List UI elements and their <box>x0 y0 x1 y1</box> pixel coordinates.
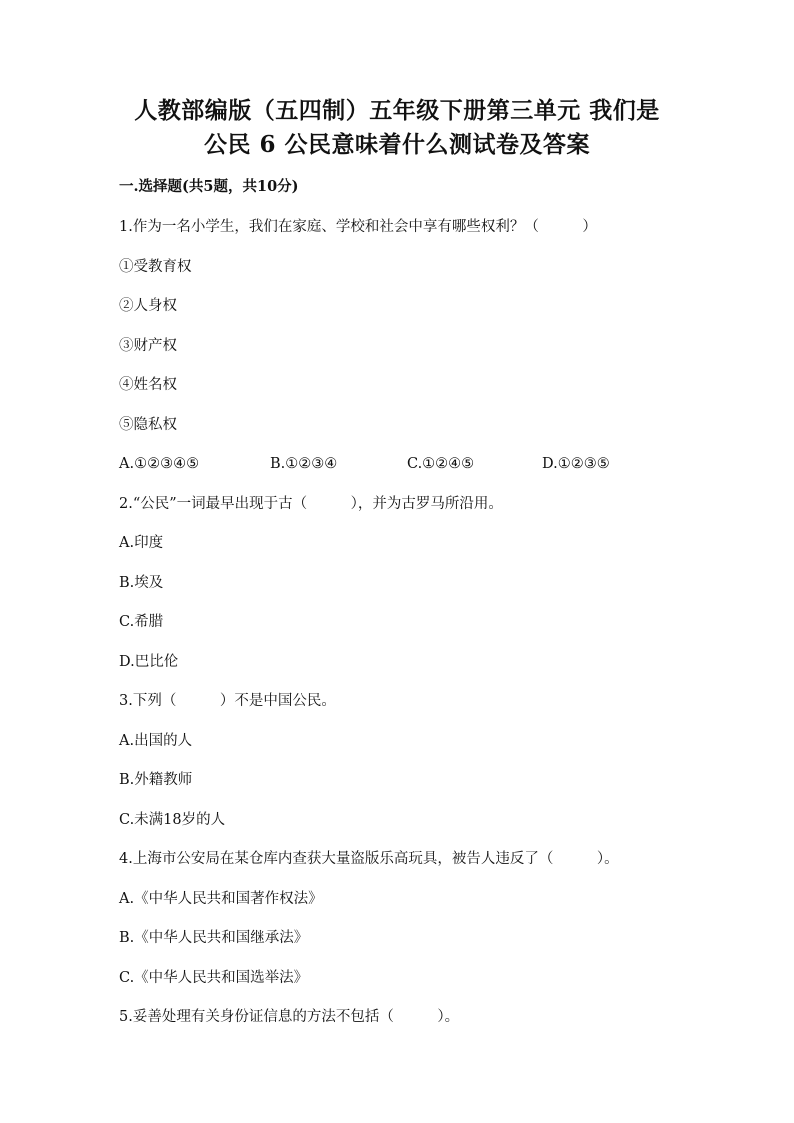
section-heading: 一.选择题(共5题，共10分) <box>119 178 299 195</box>
question-1-option-b[interactable]: B.①②③④ <box>270 456 338 472</box>
question-4-option-a[interactable]: A.《中华人民共和国著作权法》 <box>119 891 323 907</box>
question-2-option-d[interactable]: D.巴比伦 <box>119 654 179 670</box>
question-2-option-b[interactable]: B.埃及 <box>119 575 164 591</box>
question-4-option-c[interactable]: C.《中华人民共和国选举法》 <box>119 970 309 986</box>
page-title-line-1: 人教部编版（五四制）五年级下册第三单元 我们是 <box>134 97 660 124</box>
question-1-option-a[interactable]: A.①②③④⑤ <box>119 456 200 472</box>
question-1-stem: 1.作为一名小学生，我们在家庭、学校和社会中享有哪些权利？（ ） <box>119 219 597 235</box>
question-1-item: ④姓名权 <box>119 377 177 393</box>
question-1-item: ⑤隐私权 <box>119 417 177 433</box>
question-1-item: ②人身权 <box>119 298 177 314</box>
question-3-option-a[interactable]: A.出国的人 <box>119 733 193 749</box>
question-2-stem: 2.“公民”一词最早出现于古（ ），并为古罗马所沿用。 <box>119 496 503 512</box>
question-4-stem: 4.上海市公安局在某仓库内查获大量盗版乐高玩具，被告人违反了（ ）。 <box>119 851 619 867</box>
question-1-item: ①受教育权 <box>119 259 192 275</box>
question-3-stem: 3.下列（ ）不是中国公民。 <box>119 693 336 709</box>
page-title-line-2: 公民 6 公民意味着什么测试卷及答案 <box>203 131 591 158</box>
question-2-option-c[interactable]: C.希腊 <box>119 614 164 630</box>
question-3-option-c[interactable]: C.未满18岁的人 <box>119 812 226 828</box>
question-5-stem: 5.妥善处理有关身份证信息的方法不包括（ ）。 <box>119 1009 460 1025</box>
question-1-item: ③财产权 <box>119 338 177 354</box>
question-2-option-a[interactable]: A.印度 <box>119 535 164 551</box>
question-3-option-b[interactable]: B.外籍教师 <box>119 772 193 788</box>
question-4-option-b[interactable]: B.《中华人民共和国继承法》 <box>119 930 309 946</box>
question-1-option-d[interactable]: D.①②③⑤ <box>542 456 610 472</box>
question-1-option-c[interactable]: C.①②④⑤ <box>407 456 475 472</box>
